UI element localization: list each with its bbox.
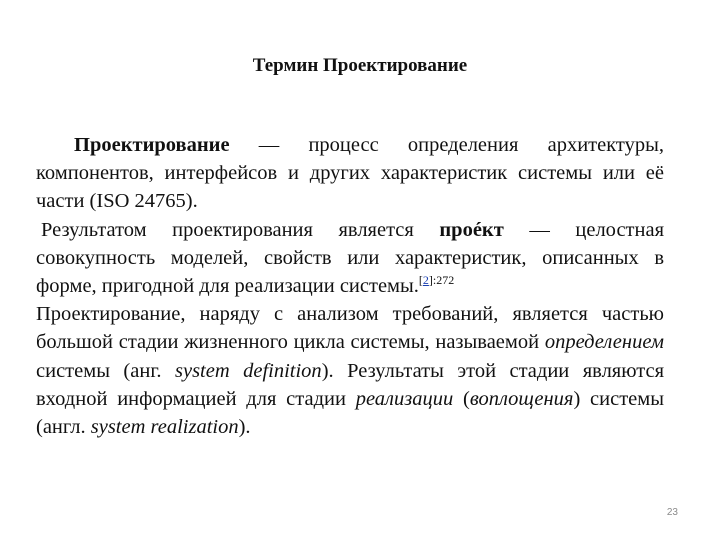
italic-realization: реализации: [355, 387, 454, 410]
result-paragraph: [36, 216, 664, 301]
result-text-end: — целостная совокупность моделей, свойств или характеристик, описанных в форме, пригодной для реализации системы.: [36, 218, 664, 298]
italic-definition: определением: [544, 331, 664, 354]
italic-embodiment: воплощения: [469, 387, 574, 410]
term-design: Проектирование: [74, 134, 230, 156]
definition-paragraph: [36, 131, 664, 216]
definition-text: — процесс определения архитектуры, компонентов, интерфейсов и других характеристик системы или её части (ISO 24765).: [36, 134, 664, 213]
result-text-start: Результатом проектирования является: [41, 218, 440, 241]
slide-body: [36, 131, 664, 441]
citation-link[interactable]: 2: [422, 273, 429, 288]
italic-system-realization: system realization: [90, 416, 239, 439]
page-number: 23: [666, 507, 678, 518]
slide-title: Термин Проектирование: [252, 55, 468, 76]
term-project: проéкт: [439, 218, 504, 241]
italic-system-definition: system definition: [175, 359, 322, 382]
citation-reference: [2]:272: [418, 273, 455, 288]
lifecycle-paragraph: Проектирование, наряду с анализом требований, является частью большой стадии жизненного цикла системы, называемой определением системы (анг. system definition). Результаты этой стадии являются входной информацией для стадии реализации (воплощения) системы (англ. system realization).: [36, 303, 665, 439]
